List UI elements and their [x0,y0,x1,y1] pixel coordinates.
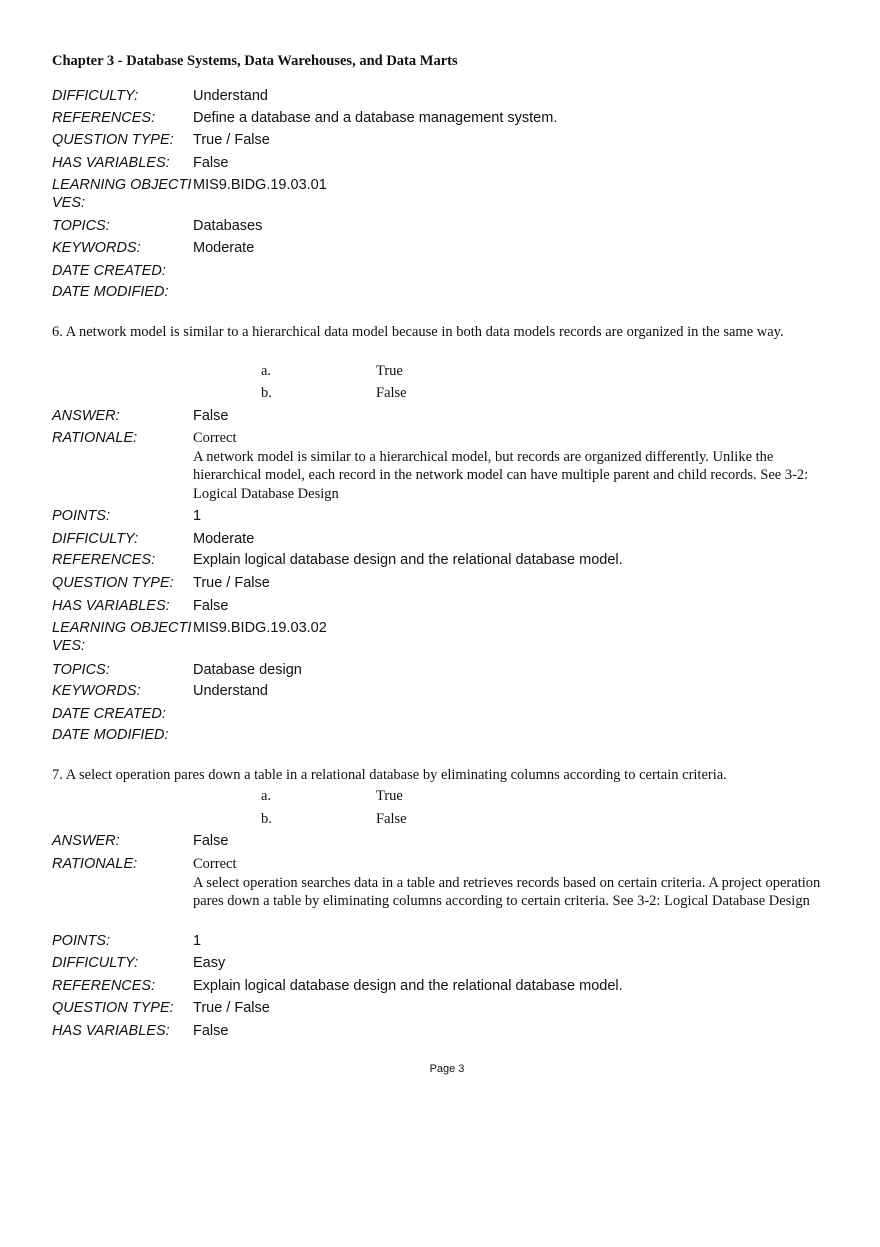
q7-rationale-verdict: Correct [193,856,237,872]
q5-has-variables: False [193,155,229,171]
answer-label: ANSWER: [52,833,120,849]
page-number: Page 3 [429,1063,465,1075]
q5-learning-objectives: MIS9.BIDG.19.03.01 [193,177,327,193]
learning-objectives-label: LEARNING OBJECTIVES: [52,177,192,211]
has-variables-label: HAS VARIABLES: [52,1023,170,1039]
q6-difficulty: Moderate [193,531,255,547]
q7-rationale [193,855,833,911]
date-created-label: DATE CREATED: [52,706,166,722]
q7-difficulty: Easy [193,955,226,971]
q6-option-a-text: True [376,363,403,379]
q6-rationale-verdict: Correct [193,430,237,446]
q7-rationale-body: A select operation searches data in a table and retrieves records based on certain criteria. A project operation pares down a table by eliminating columns according to certain criteria. See 3-2: Logical Database Design [193,874,821,909]
q5-difficulty: Understand [193,88,268,104]
q6-rationale [193,429,833,503]
learning-objectives-label: LEARNING OBJECTIVES: [52,620,192,654]
keywords-label: KEYWORDS: [52,683,141,699]
q6-option-b-text: False [376,385,407,401]
q6-option-b-letter: b. [261,385,272,401]
q7-option-b-letter: b. [261,811,272,827]
q7-question-text: 7. A select operation pares down a table in a relational database by eliminating columns according to certain criteria. [52,767,727,783]
q6-points: 1 [193,508,202,524]
difficulty-label: DIFFICULTY: [52,88,139,104]
chapter-title: Chapter 3 - Database Systems, Data Warehouses, and Data Marts [52,53,458,69]
date-modified-label: DATE MODIFIED: [52,284,169,300]
references-label: REFERENCES: [52,110,156,126]
q7-has-variables: False [193,1023,229,1039]
q7-references: Explain logical database design and the relational database model. [193,978,623,994]
q7-option-a-text: True [376,788,403,804]
points-label: POINTS: [52,933,111,949]
q7-points: 1 [193,933,202,949]
q6-answer: False [193,408,229,424]
keywords-label: KEYWORDS: [52,240,141,256]
has-variables-label: HAS VARIABLES: [52,598,170,614]
q6-keywords: Understand [193,683,268,699]
q5-question-type: True / False [193,132,270,148]
topics-label: TOPICS: [52,662,110,678]
points-label: POINTS: [52,508,111,524]
q7-option-b-text: False [376,811,407,827]
references-label: REFERENCES: [52,978,156,994]
q6-has-variables: False [193,598,229,614]
q6-topics: Database design [193,662,302,678]
references-label: REFERENCES: [52,552,156,568]
question-type-label: QUESTION TYPE: [52,575,174,591]
q7-answer: False [193,833,229,849]
rationale-label: RATIONALE: [52,856,138,872]
q5-references: Define a database and a database management system. [193,110,558,126]
q6-option-a-letter: a. [261,363,272,379]
date-modified-label: DATE MODIFIED: [52,727,169,743]
q6-question-text: 6. A network model is similar to a hierarchical data model because in both data models records are organized in the same way. [52,324,784,340]
q6-learning-objectives: MIS9.BIDG.19.03.02 [193,620,327,636]
question-type-label: QUESTION TYPE: [52,1000,174,1016]
q7-option-a-letter: a. [261,788,272,804]
topics-label: TOPICS: [52,218,110,234]
q5-keywords: Moderate [193,240,255,256]
q6-rationale-body: A network model is similar to a hierarchical model, but records are organized differently. Unlike the hierarchical model, each record in the network model can have multiple parent and child records. See 3-2: Logical Database Design [193,448,809,502]
difficulty-label: DIFFICULTY: [52,531,139,547]
date-created-label: DATE CREATED: [52,263,166,279]
question-type-label: QUESTION TYPE: [52,132,174,148]
q5-topics: Databases [193,218,263,234]
q6-references: Explain logical database design and the relational database model. [193,552,623,568]
difficulty-label: DIFFICULTY: [52,955,139,971]
answer-label: ANSWER: [52,408,120,424]
q7-question-type: True / False [193,1000,270,1016]
q6-question-type: True / False [193,575,270,591]
rationale-label: RATIONALE: [52,430,138,446]
has-variables-label: HAS VARIABLES: [52,155,170,171]
